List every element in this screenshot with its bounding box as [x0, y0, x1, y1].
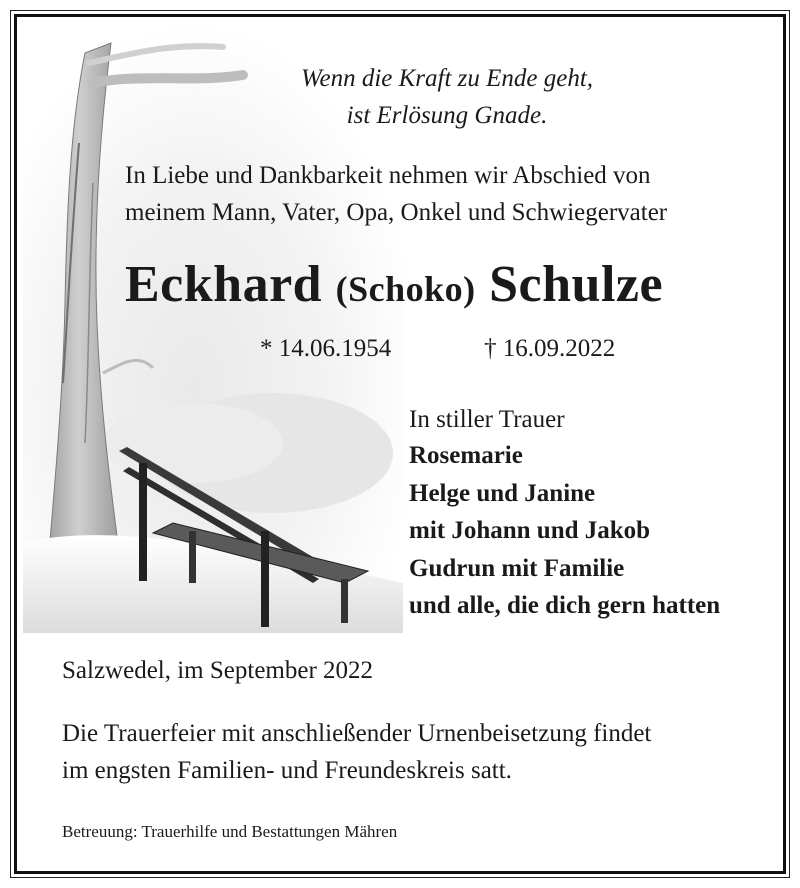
ceremony-line-2: im engsten Familien- und Freundeskreis satt.	[62, 757, 512, 784]
first-name: Eckhard	[125, 256, 323, 313]
mourner-line: Gudrun mit Familie	[409, 555, 625, 582]
mourner-line: und alle, die dich gern hatten	[409, 592, 721, 619]
birth-date: * 14.06.1954	[260, 335, 392, 362]
deceased-name	[125, 255, 663, 314]
nickname: (Schoko)	[335, 269, 476, 309]
obituary-border	[14, 14, 786, 874]
mourners-heading: In stiller Trauer	[409, 406, 565, 433]
motto-line-2: ist Erlösung Gnade.	[346, 102, 548, 129]
death-date: † 16.09.2022	[484, 335, 616, 362]
place-date: Salzwedel, im September 2022	[62, 657, 374, 684]
mourner-line: mit Johann und Jakob	[409, 517, 651, 544]
intro-line-2: meinem Mann, Vater, Opa, Onkel und Schwiegervater	[125, 199, 668, 226]
ceremony-line-1: Die Trauerfeier mit anschließender Urnenbeisetzung findet	[62, 720, 652, 747]
mourner-line: Rosemarie	[409, 442, 523, 469]
mourner-line: Helge und Janine	[409, 480, 596, 507]
funeral-care-note: Betreuung: Trauerhilfe und Bestattungen Mähren	[62, 822, 398, 841]
last-name: Schulze	[489, 256, 664, 313]
motto-line-1: Wenn die Kraft zu Ende geht,	[300, 65, 594, 92]
intro-line-1: In Liebe und Dankbarkeit nehmen wir Abschied von	[125, 162, 651, 189]
obituary-frame	[10, 10, 790, 878]
